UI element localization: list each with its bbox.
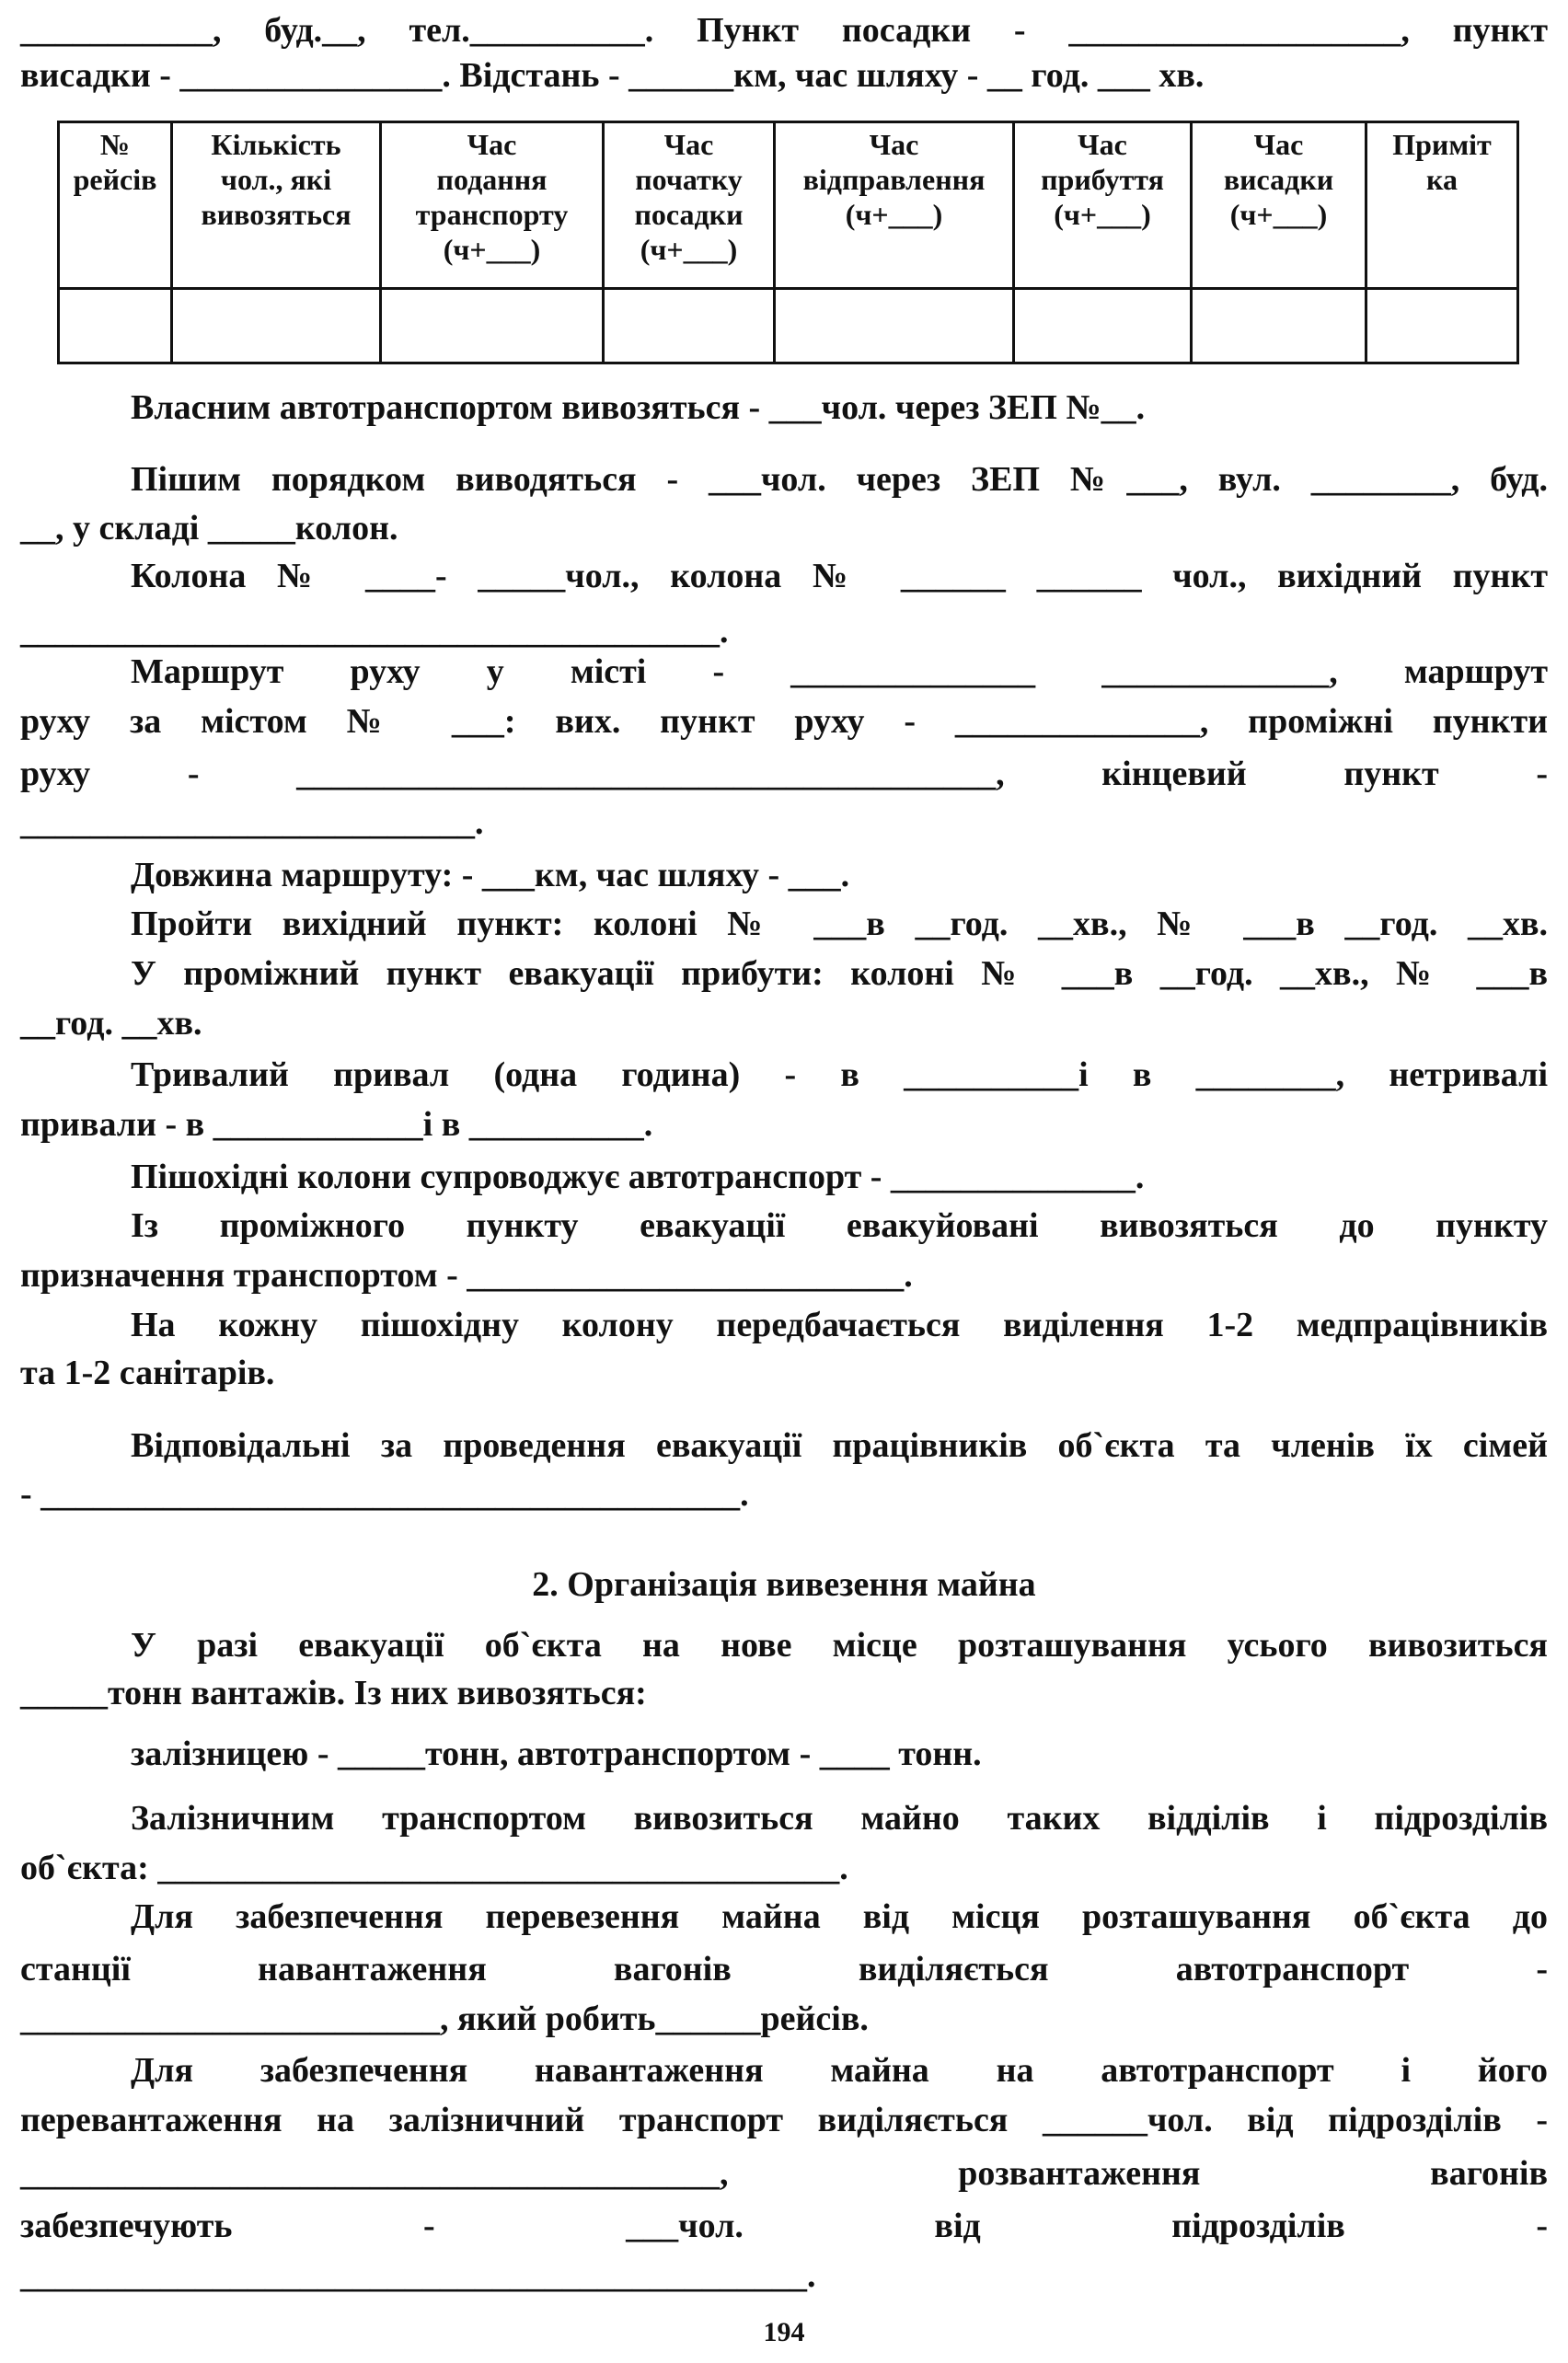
text-line: Колона № ____- _____чол., колона № ______ ______ чол., вихідний пункт <box>131 557 1548 595</box>
table-cell <box>775 289 1014 363</box>
table-cell <box>1192 289 1366 363</box>
text-line: руху - ________________________________________, кінцевий пункт - <box>20 755 1548 793</box>
text-line: - ________________________________________. <box>20 1475 749 1514</box>
text-line: ________________________________________. <box>20 612 729 651</box>
text-line: станції навантаження вагонів виділяється автотранспорт - <box>20 1950 1548 1988</box>
table-cell <box>1366 289 1518 363</box>
section-heading: 2. Організація вивезення майна <box>532 1565 1036 1604</box>
text-line: Тривалий привал (одна година) - в __________і в ________, нетривалі <box>131 1055 1548 1094</box>
header-departure-time: Час відправлення (ч+___) <box>775 122 1014 289</box>
header-transport-time: Час подання транспорту (ч+___) <box>381 122 604 289</box>
text-line: забезпечують - ___чол. від підрозділів - <box>20 2207 1548 2245</box>
text-line: __, у складі _____колон. <box>20 509 398 548</box>
table-header-row <box>59 122 1518 289</box>
text-line: та 1-2 санітарів. <box>20 1354 275 1392</box>
text-line: Пішим порядком виводяться - ___чол. через ЗЕП №___, вул. ________, буд. <box>131 460 1548 499</box>
table-row <box>59 289 1518 363</box>
table-cell <box>172 289 381 363</box>
text-line: перевантаження на залізничний транспорт виділяється ______чол. від підрозділів - <box>20 2101 1548 2139</box>
text-line: __год. __хв. <box>20 1004 202 1043</box>
text-line: Залізничним транспортом вивозиться майно таких відділів і підрозділів <box>131 1799 1548 1838</box>
text-line: призначення транспортом - _________________________. <box>20 1256 913 1295</box>
text-line: Із проміжного пункту евакуації евакуйовані вивозяться до пункту <box>131 1206 1548 1245</box>
text-line: ________________________________________, розвантаження вагонів <box>20 2154 1548 2193</box>
text-line: У разі евакуації об`єкта на нове місце розташування усього вивозиться <box>131 1626 1548 1665</box>
text-line: На кожну пішохідну колону передбачається виділення 1-2 медпрацівників <box>131 1306 1548 1344</box>
text-line: Довжина маршруту: - ___км, час шляху - ___. <box>131 856 850 894</box>
table-cell <box>59 289 172 363</box>
text-line: Маршрут руху у місті - ______________ _____________, маршрут <box>131 652 1548 691</box>
text-line: У проміжний пункт евакуації прибути: колоні № ___в __год. __хв., № ___в <box>131 954 1548 993</box>
table-cell <box>604 289 775 363</box>
table-cell <box>1014 289 1192 363</box>
table-cell <box>381 289 604 363</box>
text-line: залізницею - _____тонн, автотранспортом - ____ тонн. <box>131 1735 982 1773</box>
text-line: висадки - _______________. Відстань - ______км, час шляху - __ год. ___ хв. <box>20 56 1205 95</box>
text-line: ___________, буд.__, тел.__________. Пункт посадки - ___________________, пункт <box>20 11 1548 50</box>
header-people-count: Кількість чол., які вивозяться <box>172 122 381 289</box>
header-trip-number: № рейсів <box>59 122 172 289</box>
text-line: Для забезпечення навантаження майна на автотранспорт і його <box>131 2051 1548 2090</box>
text-line: ________________________, який робить______рейсів. <box>20 2000 869 2038</box>
header-note: Приміт ка <box>1366 122 1518 289</box>
text-line: привали - в ____________і в __________. <box>20 1105 653 1144</box>
text-line: Відповідальні за проведення евакуації працівників об`єкта та членів їх сімей <box>131 1426 1548 1465</box>
page-number: 194 <box>763 2317 805 2347</box>
text-line: _____________________________________________. <box>20 2256 816 2295</box>
text-line: _____тонн вантажів. Із них вивозяться: <box>20 1674 647 1712</box>
transport-schedule-table <box>57 121 1519 364</box>
text-line: Власним автотранспортом вивозяться - ___чол. через ЗЕП №__. <box>131 388 1146 427</box>
text-line: руху за містом № ___: вих. пункт руху - ______________, проміжні пункти <box>20 702 1548 741</box>
header-boarding-start: Час початку посадки (ч+___) <box>604 122 775 289</box>
text-line: __________________________. <box>20 803 484 842</box>
text-line: Пішохідні колони супроводжує автотранспорт - ______________. <box>131 1158 1145 1196</box>
text-line: об`єкта: _______________________________________. <box>20 1849 848 1887</box>
text-line: Пройти вихідний пункт: колоні № ___в __год. __хв., № ___в __год. __хв. <box>131 905 1548 943</box>
header-disembark-time: Час висадки (ч+___) <box>1192 122 1366 289</box>
header-arrival-time: Час прибуття (ч+___) <box>1014 122 1192 289</box>
text-line: Для забезпечення перевезення майна від місця розташування об`єкта до <box>131 1897 1548 1936</box>
